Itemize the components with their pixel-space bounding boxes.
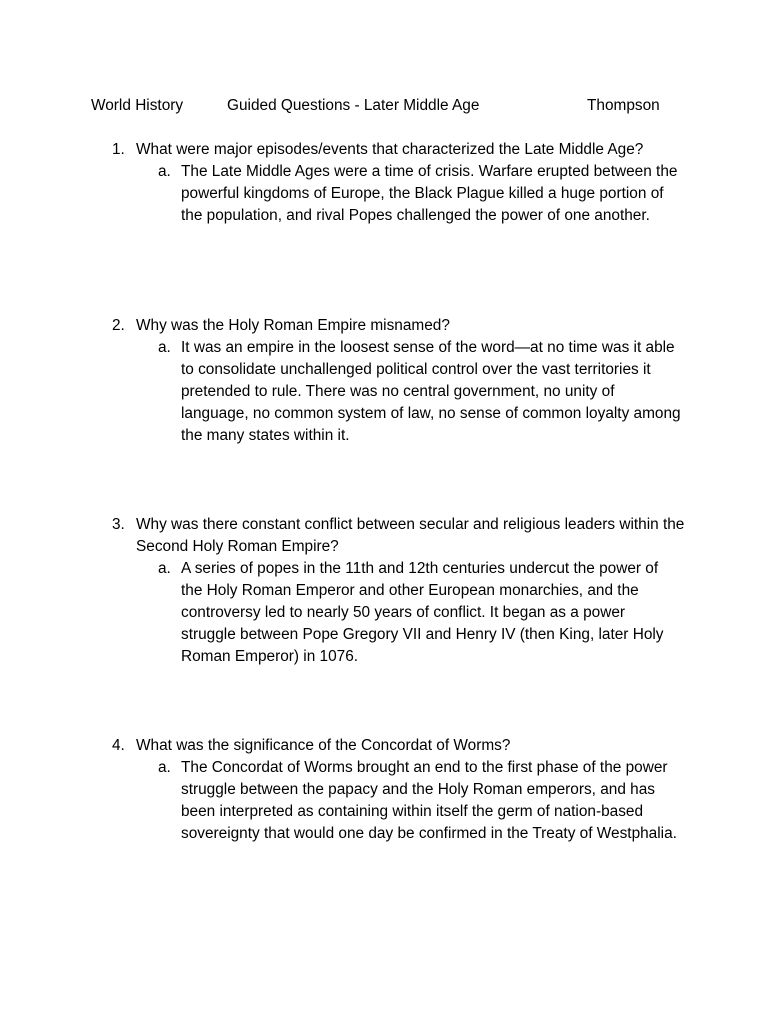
question-text: What were major episodes/events that characterized the Late Middle Age? <box>136 141 644 158</box>
answer-text: A series of popes in the 11th and 12th centuries undercut the power of the Holy Roman Emperor and other European monarchies, and the controversy led to nearly 50 years of conflict. It began as a power struggle between Pope Gregory VII and Henry IV (then King, later Holy Roman Emperor) in 1076. <box>181 560 664 665</box>
question-3 <box>112 514 692 668</box>
course-name: World History <box>91 97 184 114</box>
question-2 <box>112 315 692 447</box>
teacher-name: Thompson <box>587 97 660 114</box>
answer-letter: a. <box>158 163 171 180</box>
question-4 <box>112 735 692 845</box>
answer-letter: a. <box>158 560 171 577</box>
question-number: 2. <box>112 317 125 334</box>
answer-2 <box>158 337 692 447</box>
question-1 <box>112 139 692 227</box>
question-number: 1. <box>112 141 125 158</box>
document-title: Guided Questions - Later Middle Age <box>227 97 480 114</box>
question-number: 3. <box>112 516 125 533</box>
question-text: Why was the Holy Roman Empire misnamed? <box>136 317 450 334</box>
answer-text: The Late Middle Ages were a time of crisis. Warfare erupted between the powerful kingdoms of Europe, the Black Plague killed a huge portion of the population, and rival Popes challenged the power of one another. <box>181 163 678 224</box>
answer-1 <box>158 161 692 227</box>
answer-letter: a. <box>158 339 171 356</box>
question-text: Why was there constant conflict between secular and religious leaders within the Second Holy Roman Empire? <box>136 516 685 555</box>
answer-letter: a. <box>158 759 171 776</box>
question-number: 4. <box>112 737 125 754</box>
answer-3 <box>158 558 692 668</box>
answer-4 <box>158 757 692 845</box>
answer-text: It was an empire in the loosest sense of the word—at no time was it able to consolidate unchallenged political control over the vast territories it pretended to rule. There was no central government, no unity of language, no common system of law, no sense of common loyalty among the many states within it. <box>181 339 681 444</box>
document-header <box>0 95 768 117</box>
question-text: What was the significance of the Concordat of Worms? <box>136 737 511 754</box>
answer-text: The Concordat of Worms brought an end to the first phase of the power struggle between the papacy and the Holy Roman emperors, and has been interpreted as containing within itself the germ of nation-based sovereignty that would one day be confirmed in the Treaty of Westphalia. <box>181 759 677 842</box>
